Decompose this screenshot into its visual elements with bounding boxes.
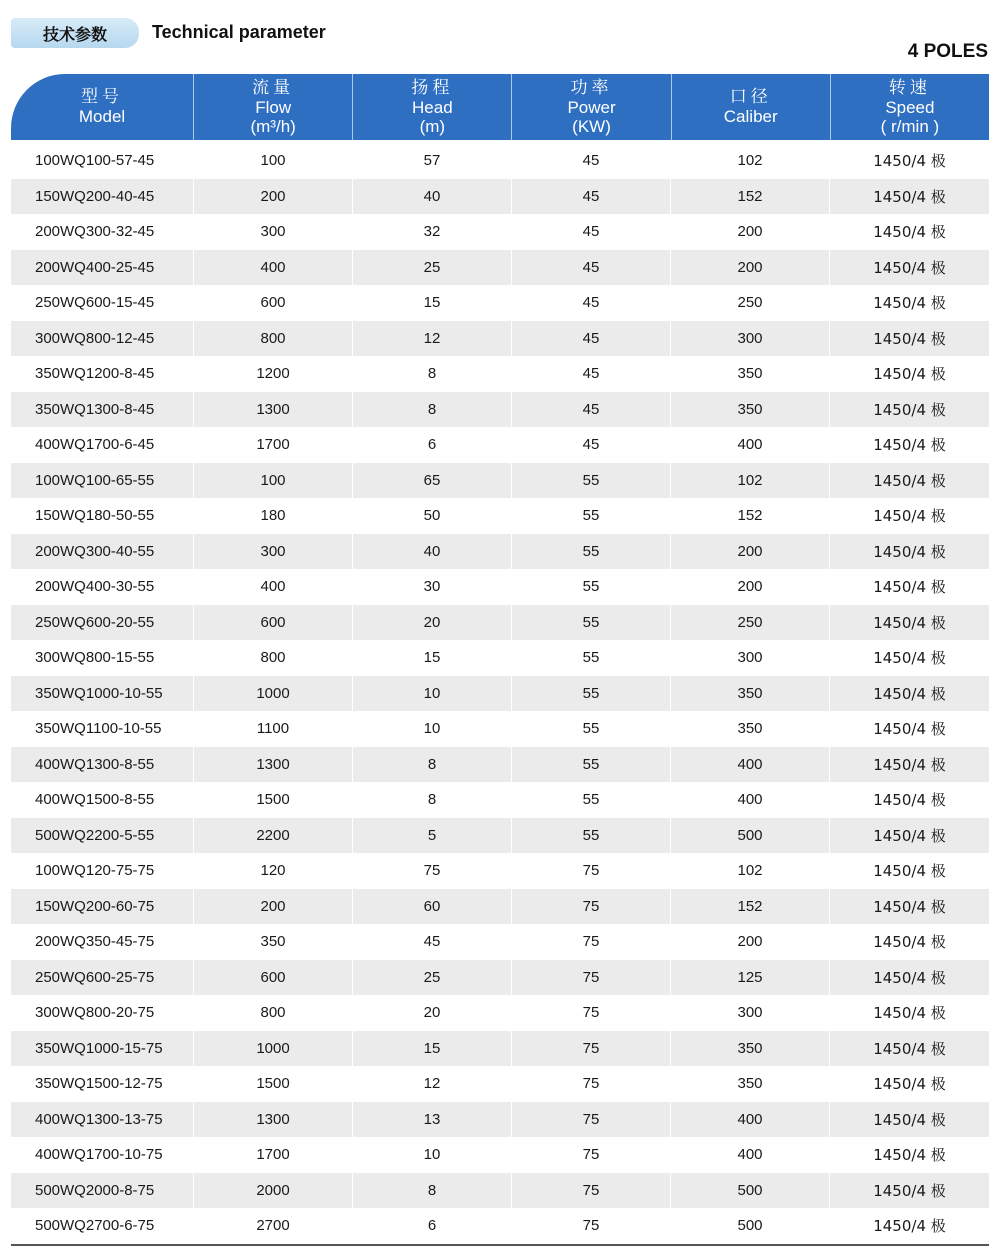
flow-cell: 800: [194, 995, 353, 1031]
caliber-cell: 350: [671, 356, 830, 392]
model-cell: 200WQ350-45-75: [11, 924, 194, 960]
table-row: [11, 427, 989, 463]
flow-cell: 350: [194, 924, 353, 960]
power-cell: 55: [512, 534, 671, 570]
head-cell: 40: [353, 179, 512, 215]
head-cell: 10: [353, 676, 512, 712]
caliber-cell: 152: [671, 498, 830, 534]
head-cell: 12: [353, 1066, 512, 1102]
table-row: [11, 1173, 989, 1209]
flow-cell: 2000: [194, 1173, 353, 1209]
speed-cell: 1450/4 极: [873, 1004, 946, 1023]
caliber-cell: 200: [671, 924, 830, 960]
power-cell: 75: [512, 853, 671, 889]
caliber-cell: 152: [671, 889, 830, 925]
flow-cell: 600: [194, 605, 353, 641]
model-cell: 350WQ1000-10-55: [11, 676, 194, 712]
header-speed-cn: 转速: [888, 77, 931, 98]
model-cell: 300WQ800-15-55: [11, 640, 194, 676]
head-cell: 8: [353, 747, 512, 783]
speed-cell: 1450/4 极: [873, 365, 946, 384]
flow-cell: 300: [194, 214, 353, 250]
power-cell: 75: [512, 924, 671, 960]
head-cell: 50: [353, 498, 512, 534]
model-cell: 400WQ1700-10-75: [11, 1137, 194, 1173]
table-row: [11, 356, 989, 392]
table-row: [11, 1066, 989, 1102]
model-cell: 500WQ2700-6-75: [11, 1208, 194, 1244]
table-row: [11, 285, 989, 321]
caliber-cell: 500: [671, 818, 830, 854]
flow-cell: 400: [194, 250, 353, 286]
power-cell: 75: [512, 1102, 671, 1138]
speed-cell: 1450/4 极: [873, 329, 946, 348]
caliber-cell: 102: [671, 463, 830, 499]
power-cell: 75: [512, 1031, 671, 1067]
speed-cell: 1450/4 极: [873, 436, 946, 455]
model-cell: 100WQ100-65-55: [11, 463, 194, 499]
header-head-unit: (m): [419, 116, 446, 136]
caliber-cell: 200: [671, 250, 830, 286]
table-row: [11, 676, 989, 712]
speed-cell: 1450/4 极: [873, 578, 946, 597]
model-cell: 350WQ1500-12-75: [11, 1066, 194, 1102]
caliber-cell: 400: [671, 782, 830, 818]
head-cell: 20: [353, 605, 512, 641]
power-cell: 45: [512, 321, 671, 357]
caliber-cell: 400: [671, 1137, 830, 1173]
speed-cell: 1450/4 极: [873, 862, 946, 881]
caliber-cell: 250: [671, 605, 830, 641]
section-title-cn: 技术参数: [11, 18, 139, 48]
model-cell: 250WQ600-20-55: [11, 605, 194, 641]
flow-cell: 1300: [194, 1102, 353, 1138]
speed-cell: 1450/4 极: [873, 1181, 946, 1200]
head-cell: 32: [353, 214, 512, 250]
speed-cell: 1450/4 极: [873, 1217, 946, 1236]
head-cell: 45: [353, 924, 512, 960]
table-row: [11, 782, 989, 818]
head-cell: 13: [353, 1102, 512, 1138]
model-cell: 100WQ100-57-45: [11, 143, 194, 179]
flow-cell: 1700: [194, 427, 353, 463]
header-power-cn: 功率: [570, 77, 613, 98]
table-row: [11, 214, 989, 250]
power-cell: 45: [512, 356, 671, 392]
head-cell: 25: [353, 250, 512, 286]
caliber-cell: 102: [671, 853, 830, 889]
table-row: [11, 1102, 989, 1138]
speed-cell: 1450/4 极: [873, 897, 946, 916]
model-cell: 500WQ2200-5-55: [11, 818, 194, 854]
speed-cell: 1450/4 极: [873, 684, 946, 703]
caliber-cell: 400: [671, 747, 830, 783]
speed-cell: 1450/4 极: [873, 755, 946, 774]
flow-cell: 1200: [194, 356, 353, 392]
flow-cell: 100: [194, 463, 353, 499]
speed-cell: 1450/4 极: [873, 1039, 946, 1058]
table-row: [11, 960, 989, 996]
power-cell: 75: [512, 1173, 671, 1209]
power-cell: 75: [512, 995, 671, 1031]
model-cell: 300WQ800-12-45: [11, 321, 194, 357]
model-cell: 100WQ120-75-75: [11, 853, 194, 889]
head-cell: 8: [353, 782, 512, 818]
flow-cell: 1500: [194, 782, 353, 818]
caliber-cell: 350: [671, 1031, 830, 1067]
power-cell: 55: [512, 605, 671, 641]
poles-label: 4 POLES: [907, 41, 988, 62]
speed-cell: 1450/4 极: [873, 152, 946, 171]
caliber-cell: 200: [671, 569, 830, 605]
power-cell: 45: [512, 392, 671, 428]
flow-cell: 1500: [194, 1066, 353, 1102]
power-cell: 75: [512, 1208, 671, 1244]
table-row: [11, 747, 989, 783]
flow-cell: 1100: [194, 711, 353, 747]
table-row: [11, 995, 989, 1031]
model-cell: 400WQ1300-8-55: [11, 747, 194, 783]
power-cell: 55: [512, 711, 671, 747]
header-flow-cn: 流量: [252, 77, 295, 98]
table-row: [11, 853, 989, 889]
model-cell: 200WQ400-30-55: [11, 569, 194, 605]
speed-cell: 1450/4 极: [873, 826, 946, 845]
power-cell: 75: [512, 1066, 671, 1102]
speed-cell: 1450/4 极: [873, 471, 946, 490]
header-power-unit: (KW): [572, 116, 611, 136]
model-cell: 350WQ1200-8-45: [11, 356, 194, 392]
head-cell: 20: [353, 995, 512, 1031]
table-row: [11, 640, 989, 676]
caliber-cell: 250: [671, 285, 830, 321]
head-cell: 8: [353, 392, 512, 428]
table-row: [11, 569, 989, 605]
power-cell: 75: [512, 889, 671, 925]
caliber-cell: 300: [671, 321, 830, 357]
power-cell: 55: [512, 818, 671, 854]
speed-cell: 1450/4 极: [873, 720, 946, 739]
power-cell: 45: [512, 427, 671, 463]
caliber-cell: 500: [671, 1208, 830, 1244]
power-cell: 45: [512, 250, 671, 286]
caliber-cell: 500: [671, 1173, 830, 1209]
head-cell: 8: [353, 356, 512, 392]
table-row: [11, 924, 989, 960]
table-row: [11, 179, 989, 215]
flow-cell: 600: [194, 285, 353, 321]
speed-cell: 1450/4 极: [873, 507, 946, 526]
speed-cell: 1450/4 极: [873, 400, 946, 419]
head-cell: 12: [353, 321, 512, 357]
flow-cell: 1300: [194, 747, 353, 783]
caliber-cell: 102: [671, 143, 830, 179]
model-cell: 400WQ1500-8-55: [11, 782, 194, 818]
flow-cell: 1000: [194, 1031, 353, 1067]
section-title-en: Technical parameter: [152, 22, 326, 42]
table-row: [11, 392, 989, 428]
header-caliber-cn: 口径: [729, 87, 772, 107]
head-cell: 30: [353, 569, 512, 605]
head-cell: 15: [353, 1031, 512, 1067]
header-speed-en: Speed: [885, 97, 935, 117]
power-cell: 55: [512, 463, 671, 499]
header-speed-unit: ( r/min ): [880, 116, 940, 136]
flow-cell: 800: [194, 640, 353, 676]
power-cell: 45: [512, 214, 671, 250]
caliber-cell: 350: [671, 711, 830, 747]
model-cell: 350WQ1000-15-75: [11, 1031, 194, 1067]
power-cell: 55: [512, 640, 671, 676]
model-cell: 250WQ600-25-75: [11, 960, 194, 996]
speed-cell: 1450/4 极: [873, 542, 946, 561]
speed-cell: 1450/4 极: [873, 613, 946, 632]
header-flow: [194, 74, 353, 140]
power-cell: 45: [512, 179, 671, 215]
model-cell: 250WQ600-15-45: [11, 285, 194, 321]
model-cell: 150WQ200-60-75: [11, 889, 194, 925]
model-cell: 400WQ1300-13-75: [11, 1102, 194, 1138]
caliber-cell: 125: [671, 960, 830, 996]
speed-cell: 1450/4 极: [873, 1146, 946, 1165]
caliber-cell: 350: [671, 1066, 830, 1102]
model-cell: 150WQ180-50-55: [11, 498, 194, 534]
speed-cell: 1450/4 极: [873, 258, 946, 277]
head-cell: 25: [353, 960, 512, 996]
power-cell: 75: [512, 1137, 671, 1173]
table-row: [11, 1031, 989, 1067]
header-power-en: Power: [567, 97, 616, 117]
caliber-cell: 400: [671, 427, 830, 463]
header-head: [353, 74, 512, 140]
header-caliber: [672, 74, 831, 140]
header-head-en: Head: [412, 97, 453, 117]
power-cell: 45: [512, 285, 671, 321]
table-row: [11, 534, 989, 570]
speed-cell: 1450/4 极: [873, 649, 946, 668]
header-flow-en: Flow: [255, 97, 292, 117]
head-cell: 6: [353, 1208, 512, 1244]
table-row: [11, 321, 989, 357]
table-bottom-rule: [11, 1244, 989, 1246]
flow-cell: 1700: [194, 1137, 353, 1173]
caliber-cell: 400: [671, 1102, 830, 1138]
head-cell: 10: [353, 711, 512, 747]
flow-cell: 200: [194, 179, 353, 215]
table-body: [11, 143, 989, 1244]
header-power: [512, 74, 671, 140]
speed-cell: 1450/4 极: [873, 1110, 946, 1129]
speed-cell: 1450/4 极: [873, 1075, 946, 1094]
power-cell: 55: [512, 569, 671, 605]
table-row: [11, 1137, 989, 1173]
table-row: [11, 889, 989, 925]
power-cell: 55: [512, 498, 671, 534]
speed-cell: 1450/4 极: [873, 294, 946, 313]
caliber-cell: 300: [671, 995, 830, 1031]
table-row: [11, 818, 989, 854]
header-speed: [831, 74, 989, 140]
caliber-cell: 200: [671, 534, 830, 570]
flow-cell: 400: [194, 569, 353, 605]
head-cell: 60: [353, 889, 512, 925]
model-cell: 350WQ1100-10-55: [11, 711, 194, 747]
header-model: [11, 74, 194, 140]
speed-cell: 1450/4 极: [873, 223, 946, 242]
head-cell: 6: [353, 427, 512, 463]
head-cell: 15: [353, 285, 512, 321]
head-cell: 40: [353, 534, 512, 570]
flow-cell: 100: [194, 143, 353, 179]
table-row: [11, 711, 989, 747]
flow-cell: 200: [194, 889, 353, 925]
flow-cell: 1000: [194, 676, 353, 712]
speed-cell: 1450/4 极: [873, 187, 946, 206]
table-header: [11, 74, 989, 140]
caliber-cell: 350: [671, 676, 830, 712]
header-head-cn: 扬程: [411, 77, 454, 98]
speed-cell: 1450/4 极: [873, 791, 946, 810]
flow-cell: 800: [194, 321, 353, 357]
model-cell: 300WQ800-20-75: [11, 995, 194, 1031]
table-row: [11, 1208, 989, 1244]
power-cell: 75: [512, 960, 671, 996]
flow-cell: 1300: [194, 392, 353, 428]
table-row: [11, 498, 989, 534]
head-cell: 8: [353, 1173, 512, 1209]
table-row: [11, 143, 989, 179]
header-caliber-en: Caliber: [723, 107, 778, 126]
power-cell: 55: [512, 676, 671, 712]
head-cell: 75: [353, 853, 512, 889]
model-cell: 200WQ300-40-55: [11, 534, 194, 570]
power-cell: 55: [512, 782, 671, 818]
power-cell: 45: [512, 143, 671, 179]
caliber-cell: 350: [671, 392, 830, 428]
head-cell: 15: [353, 640, 512, 676]
caliber-cell: 300: [671, 640, 830, 676]
table-row: [11, 250, 989, 286]
caliber-cell: 200: [671, 214, 830, 250]
speed-cell: 1450/4 极: [873, 933, 946, 952]
flow-cell: 600: [194, 960, 353, 996]
model-cell: 150WQ200-40-45: [11, 179, 194, 215]
header-model-cn: 型号: [81, 87, 124, 107]
header-model-en: Model: [78, 107, 126, 126]
flow-cell: 300: [194, 534, 353, 570]
speed-cell: 1450/4 极: [873, 968, 946, 987]
model-cell: 350WQ1300-8-45: [11, 392, 194, 428]
power-cell: 55: [512, 747, 671, 783]
head-cell: 65: [353, 463, 512, 499]
table-row: [11, 605, 989, 641]
head-cell: 10: [353, 1137, 512, 1173]
flow-cell: 180: [194, 498, 353, 534]
caliber-cell: 152: [671, 179, 830, 215]
header-flow-unit: (m³/h): [250, 116, 296, 136]
flow-cell: 2200: [194, 818, 353, 854]
flow-cell: 120: [194, 853, 353, 889]
model-cell: 500WQ2000-8-75: [11, 1173, 194, 1209]
table-row: [11, 463, 989, 499]
model-cell: 200WQ400-25-45: [11, 250, 194, 286]
head-cell: 5: [353, 818, 512, 854]
model-cell: 200WQ300-32-45: [11, 214, 194, 250]
head-cell: 57: [353, 143, 512, 179]
flow-cell: 2700: [194, 1208, 353, 1244]
model-cell: 400WQ1700-6-45: [11, 427, 194, 463]
